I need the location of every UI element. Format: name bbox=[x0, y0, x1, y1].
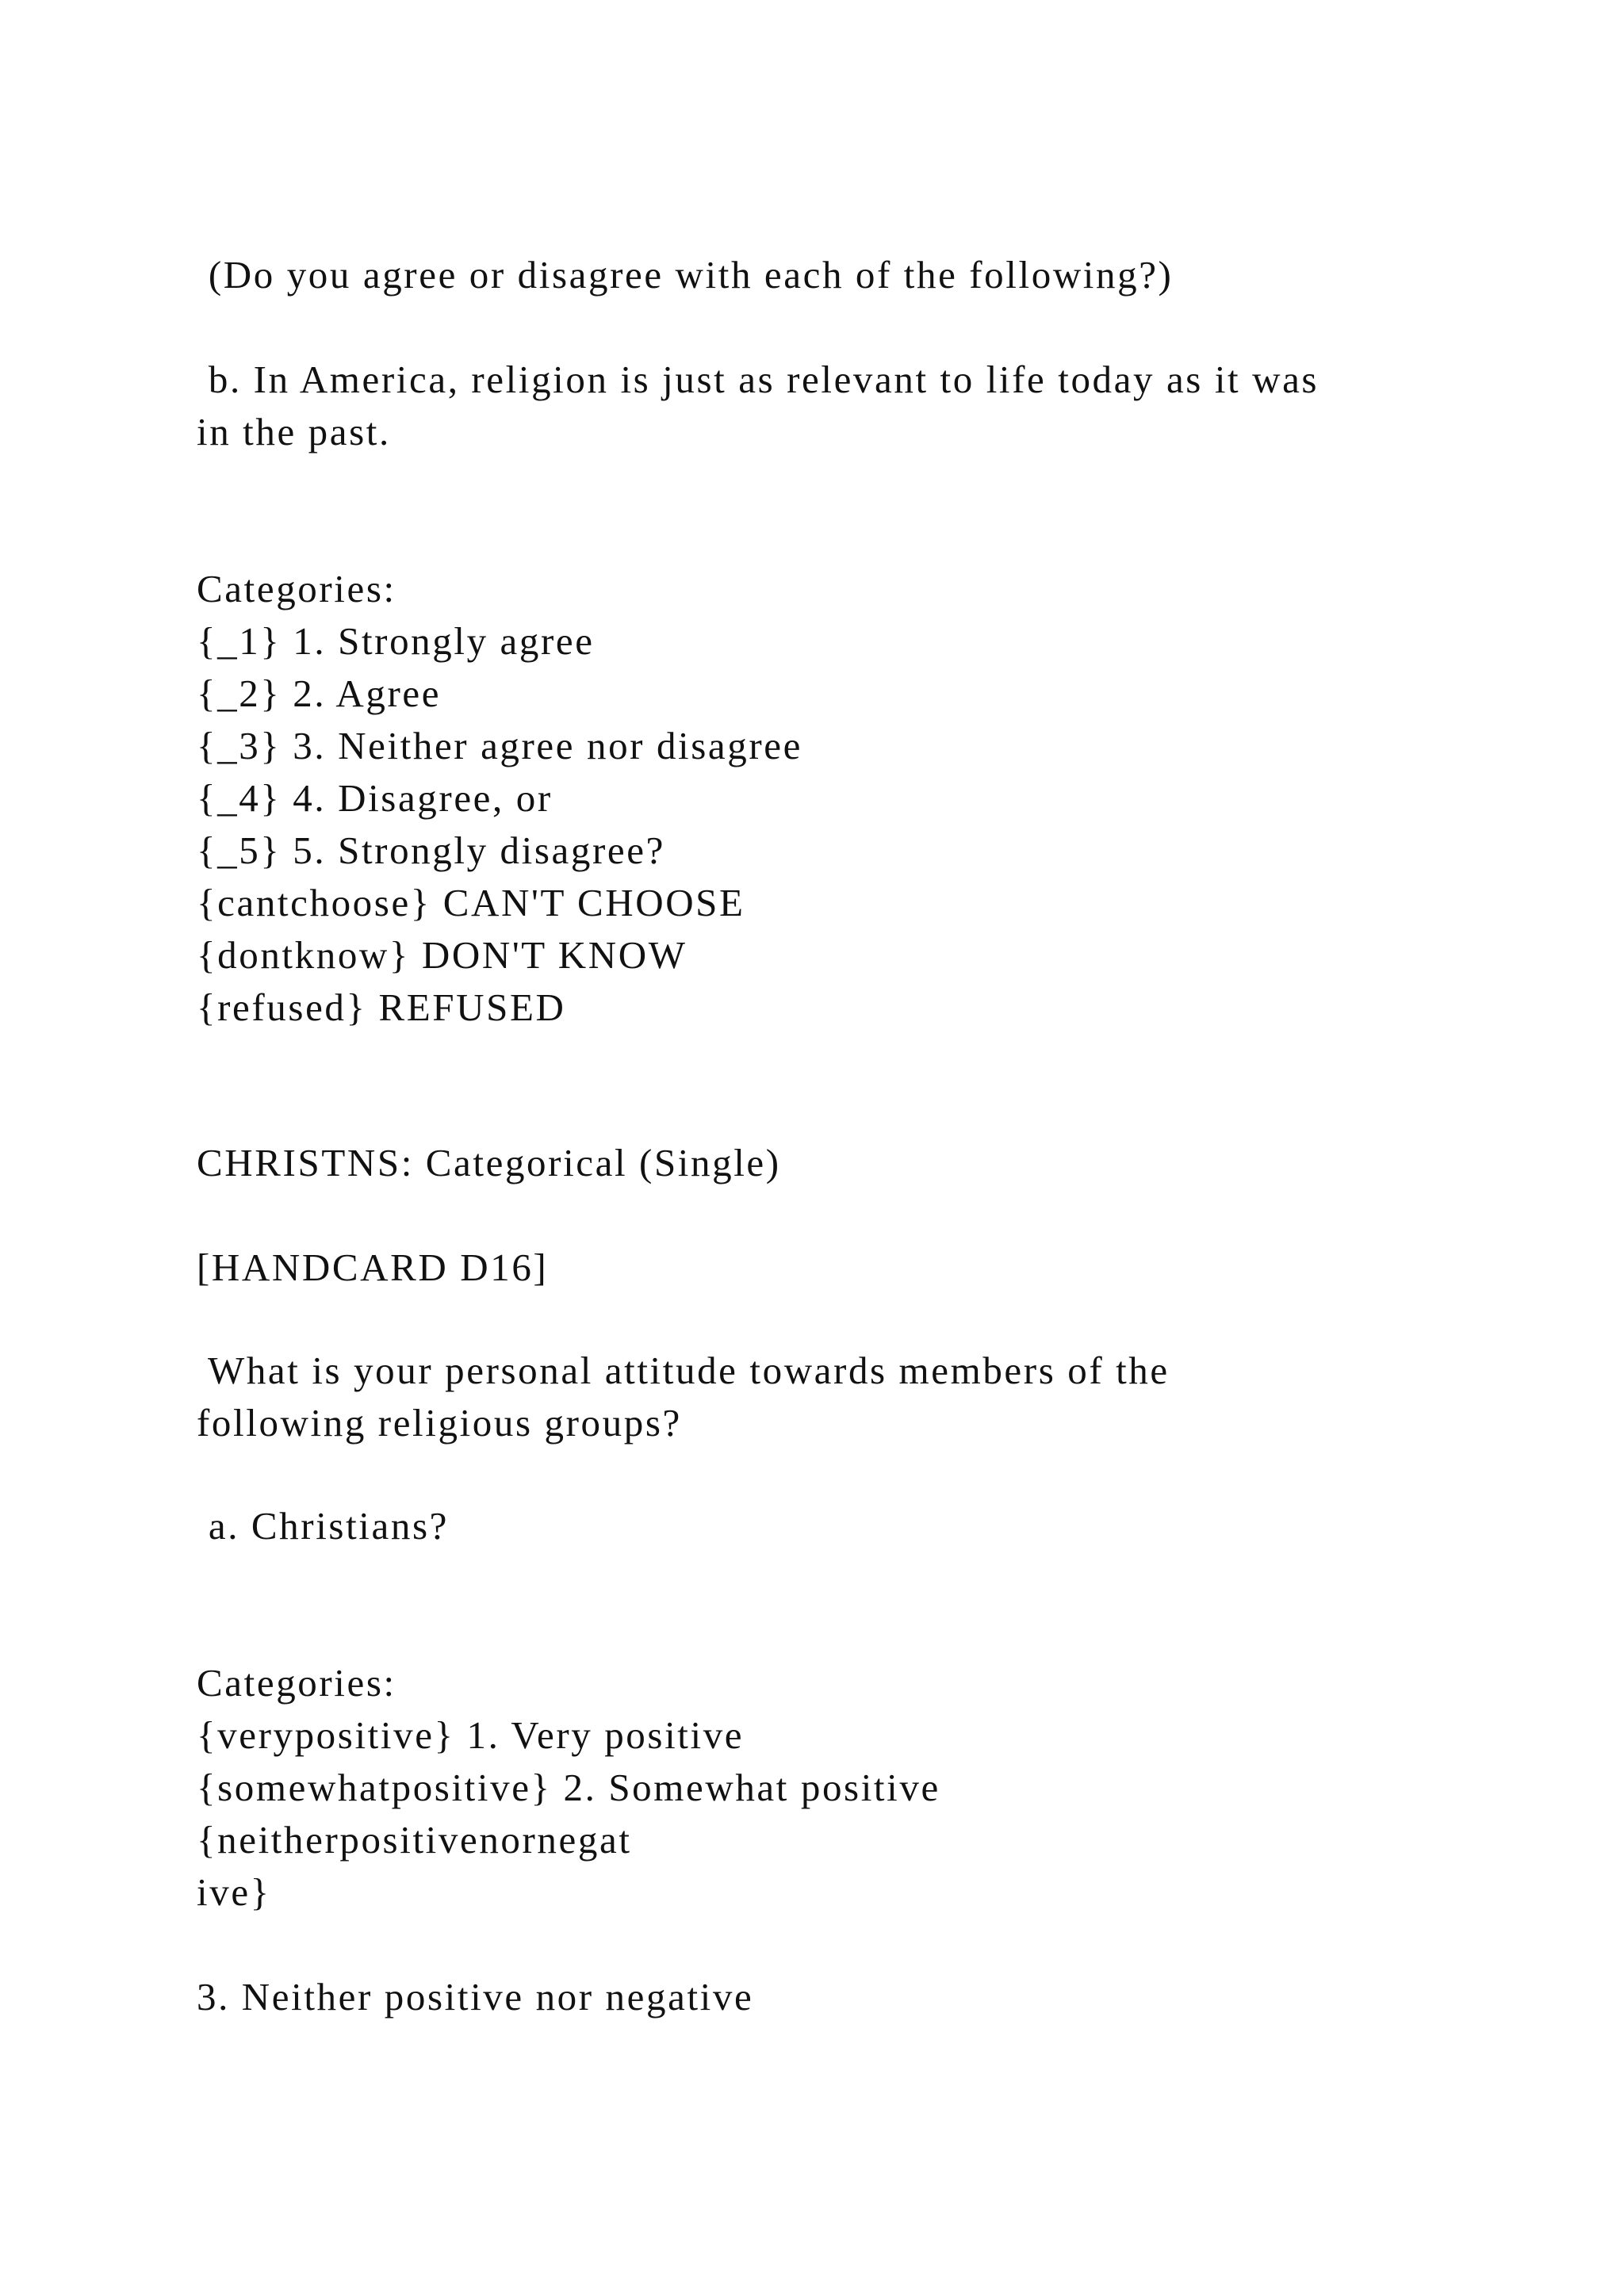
question-item: a. Christians? bbox=[197, 1504, 449, 1548]
category-option: {cantchoose} CAN'T CHOOSE bbox=[197, 881, 745, 924]
categories-heading: Categories: bbox=[197, 1661, 396, 1705]
category-option: {refused} REFUSED bbox=[197, 985, 566, 1029]
question-text-line-2: following religious groups? bbox=[197, 1401, 682, 1445]
categories-heading: Categories: bbox=[197, 567, 396, 610]
category-option: {_1} 1. Strongly agree bbox=[197, 619, 595, 663]
category-option: {neitherpositivenornegat bbox=[197, 1818, 632, 1862]
question-text-line-1: What is your personal attitude towards members of the bbox=[197, 1349, 1170, 1392]
category-option: ive} bbox=[197, 1870, 271, 1914]
category-option: {_5} 5. Strongly disagree? bbox=[197, 828, 665, 872]
category-option: {_4} 4. Disagree, or bbox=[197, 776, 553, 820]
category-option: {_2} 2. Agree bbox=[197, 672, 442, 715]
category-option: 3. Neither positive nor negative bbox=[197, 1975, 754, 2019]
handcard-label: [HANDCARD D16] bbox=[197, 1246, 549, 1289]
question-intro: (Do you agree or disagree with each of the following?) bbox=[197, 253, 1174, 297]
category-option: {_3} 3. Neither agree nor disagree bbox=[197, 724, 802, 767]
variable-name: CHRISTNS: Categorical (Single) bbox=[197, 1141, 781, 1184]
category-option: {verypositive} 1. Very positive bbox=[197, 1713, 745, 1757]
category-option: {somewhatpositive} 2. Somewhat positive bbox=[197, 1766, 940, 1809]
question-item-line-1: b. In America, religion is just as relevant to life today as it was bbox=[197, 358, 1320, 401]
category-option: {dontknow} DON'T KNOW bbox=[197, 933, 688, 977]
question-item-line-2: in the past. bbox=[197, 410, 391, 453]
